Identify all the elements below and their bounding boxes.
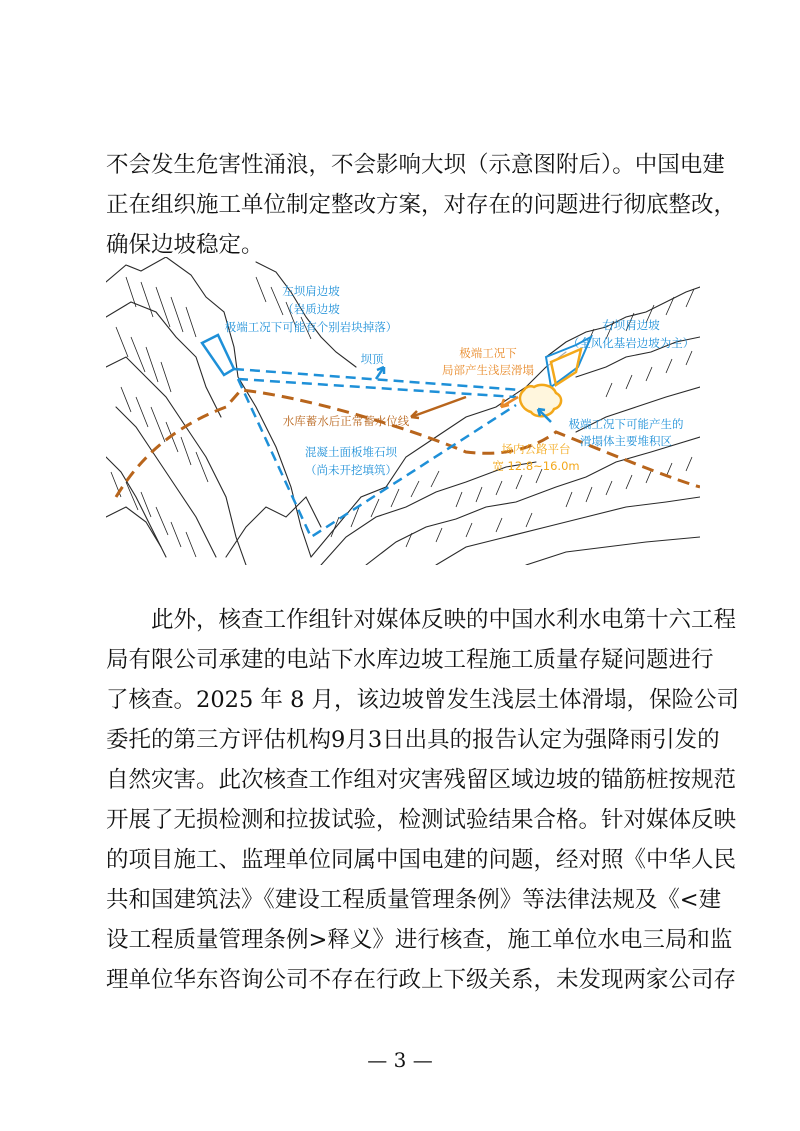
left-slope-label-2: （岩质边坡 bbox=[282, 302, 340, 316]
paragraph-line: 共和国建筑法》《建设工程质量管理条例》等法律法规及《<建 bbox=[106, 887, 722, 913]
mountain-sketch bbox=[106, 257, 700, 565]
dam-schematic-figure bbox=[106, 257, 700, 565]
dam-body-label-1: 混凝土面板堆石坝 bbox=[305, 445, 397, 459]
road-platform-label-2: 宽 12.8~16.0m bbox=[492, 459, 580, 473]
extreme-slide-label-1: 极端工况下 bbox=[459, 346, 517, 360]
paragraph-line: 设工程质量管理条例>释义》进行核查，施工单位水电三局和监 bbox=[106, 927, 733, 953]
paragraph-line: 委托的第三方评估机构9月3日出具的报告认定为强降雨引发的 bbox=[106, 727, 720, 753]
paragraph-line: 理单位华东咨询公司不存在行政上下级关系，未发现两家公司存 bbox=[106, 967, 737, 993]
dam-body-label-2: （尚未开挖填筑） bbox=[305, 463, 397, 477]
right-slope-label-1: 右坝肩边坡 bbox=[602, 318, 660, 332]
right-slope-label-2: （全风化基岩边坡为主） bbox=[567, 336, 695, 350]
schematic-svg bbox=[106, 257, 700, 565]
paragraph-line: 不会发生危害性涌浪，不会影响大坝（示意图附后）。中国电建 bbox=[106, 152, 725, 178]
page-number: — 3 — bbox=[367, 1048, 433, 1072]
water-level-label: 水库蓄水后正常蓄水位线 bbox=[282, 414, 410, 428]
extreme-slide-label-2: 局部产生浅层滑塌 bbox=[442, 363, 534, 377]
paragraph-line: 正在组织施工单位制定整改方案，对存在的问题进行彻底整改， bbox=[106, 192, 737, 218]
paragraph-line: 了核查。2025 年 8 月，该边坡曾发生浅层土体滑塌，保险公司 bbox=[106, 687, 740, 713]
accumulation-label-2: 滑塌体主要堆积区 bbox=[580, 434, 672, 448]
paragraph-line: 的项目施工、监理单位同属中国电建的问题，经对照《中华人民 bbox=[106, 847, 737, 873]
left-slope-label-3: 极端工况下可能有个别岩块掉落） bbox=[224, 320, 398, 334]
paragraph-line: 开展了无损检测和拉拔试验，检测试验结果合格。针对媒体反映 bbox=[106, 807, 737, 833]
paragraph-line: 此外，核查工作组针对媒体反映的中国水利水电第十六工程 bbox=[151, 607, 737, 633]
accumulation-label-1: 极端工况下可能产生的 bbox=[568, 417, 684, 431]
paragraph-line: 自然灾害。此次核查工作组对灾害残留区域边坡的锚筋桩按规范 bbox=[106, 767, 737, 793]
road-platform-label-1: 场内公路平台 bbox=[501, 442, 571, 456]
left-slope-label-1: 左坝肩边坡 bbox=[282, 284, 340, 298]
dam-crest-line-2 bbox=[238, 379, 516, 397]
paragraph-line: 局有限公司承建的电站下水库边坡工程施工质量存疑问题进行 bbox=[106, 647, 714, 673]
paragraph-line: 确保边坡稳定。 bbox=[106, 232, 264, 258]
dam-crest-label: 坝顶 bbox=[360, 352, 384, 366]
left-slope-outline bbox=[202, 335, 234, 375]
